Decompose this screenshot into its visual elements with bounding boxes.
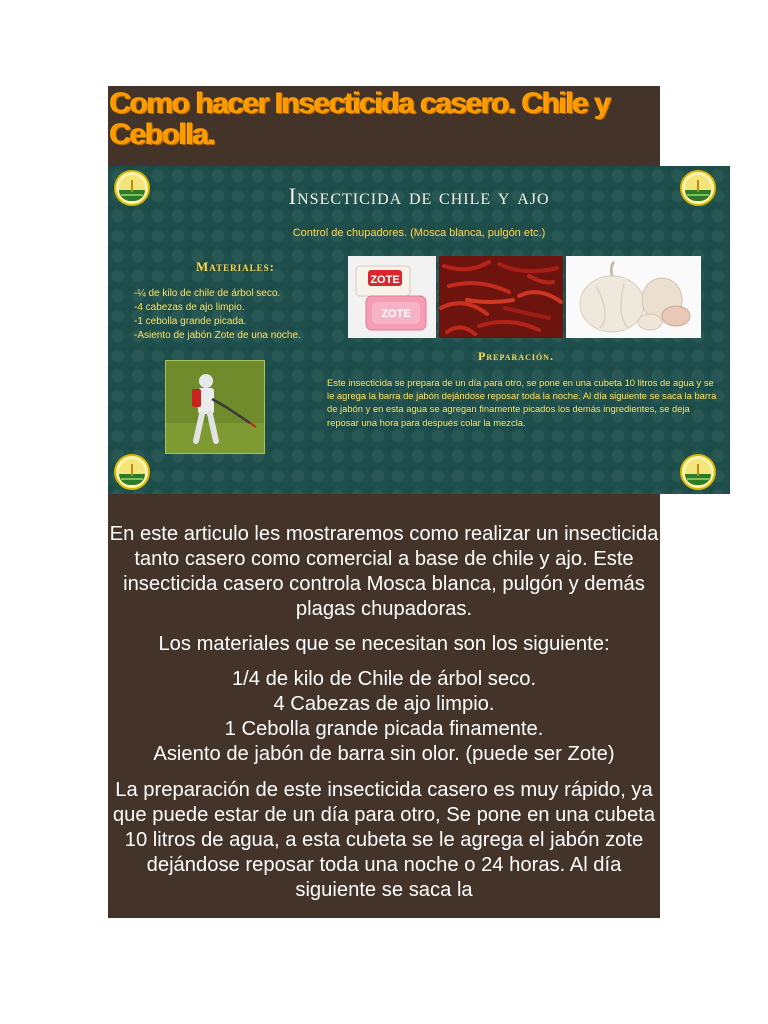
sprayer-worker-image <box>165 360 265 454</box>
banner-subtitle: Control de chupadores. (Mosca blanca, pulgón etc.) <box>292 227 546 239</box>
list-item: -1 cebolla grande picada. <box>134 316 247 327</box>
list-item: 1/4 de kilo de Chile de árbol seco. <box>231 668 537 690</box>
banner-materials-list <box>134 287 301 343</box>
farm-logo-icon <box>680 454 716 490</box>
article-body <box>108 522 660 913</box>
list-item: 1 Cebolla grande picada finamente. <box>224 718 544 740</box>
preparation-heading: Preparación. <box>478 349 554 363</box>
list-item: Asiento de jabón de barra sin olor. (puede ser Zote) <box>153 743 615 765</box>
preparation-paragraph: La preparación de este insecticida casero es muy rápido, ya que puede estar de un día para otro, Se pone en una cubeta 10 litros de agua, a esta cubeta se le agrega el jabón zote dejándose reposar toda una noche o 24 horas. Al día siguiente se saca la <box>112 779 656 901</box>
svg-text:ZOTE: ZOTE <box>370 274 400 286</box>
list-item: -Asiento de jabón Zote de una noche. <box>134 330 301 341</box>
preparation-text: Este insecticida se prepara de un día para otro, se pone en una cubeta 10 litros de agua y se le agrega la barra de jabón dejándose reposar toda la noche. Al día siguiente se saca la barra de jabón y en esta agua se agregan finamente picados los demás ingredientes, se deja reposar una hora para después colar la mezcla. <box>327 377 717 428</box>
article-title: Como hacer Insecticida casero. Chile y Cebolla. <box>110 87 610 151</box>
infographic-banner <box>108 166 730 494</box>
banner-title: Insecticida de chile y ajo <box>288 184 550 209</box>
list-item: -¼ de kilo de chile de árbol seco. <box>134 288 281 299</box>
list-item: -4 cabezas de ajo limpio. <box>134 302 245 313</box>
list-item: 4 Cabezas de ajo limpio. <box>273 693 495 715</box>
dried-chile-image <box>439 256 563 338</box>
zote-soap-image <box>348 256 436 338</box>
materials-intro-paragraph: Los materiales que se necesitan son los siguiente: <box>158 633 610 655</box>
farm-logo-icon <box>114 454 150 490</box>
materials-heading: Materiales: <box>196 259 275 274</box>
garlic-image <box>566 256 701 338</box>
materials-list <box>108 667 660 767</box>
svg-text:ZOTE: ZOTE <box>381 308 411 320</box>
intro-paragraph: En este articulo les mostraremos como realizar un insecticida tanto casero como comercial a base de chile y ajo. Este insecticida casero controla Mosca blanca, pulgón y demás plagas chupadoras. <box>109 523 659 620</box>
